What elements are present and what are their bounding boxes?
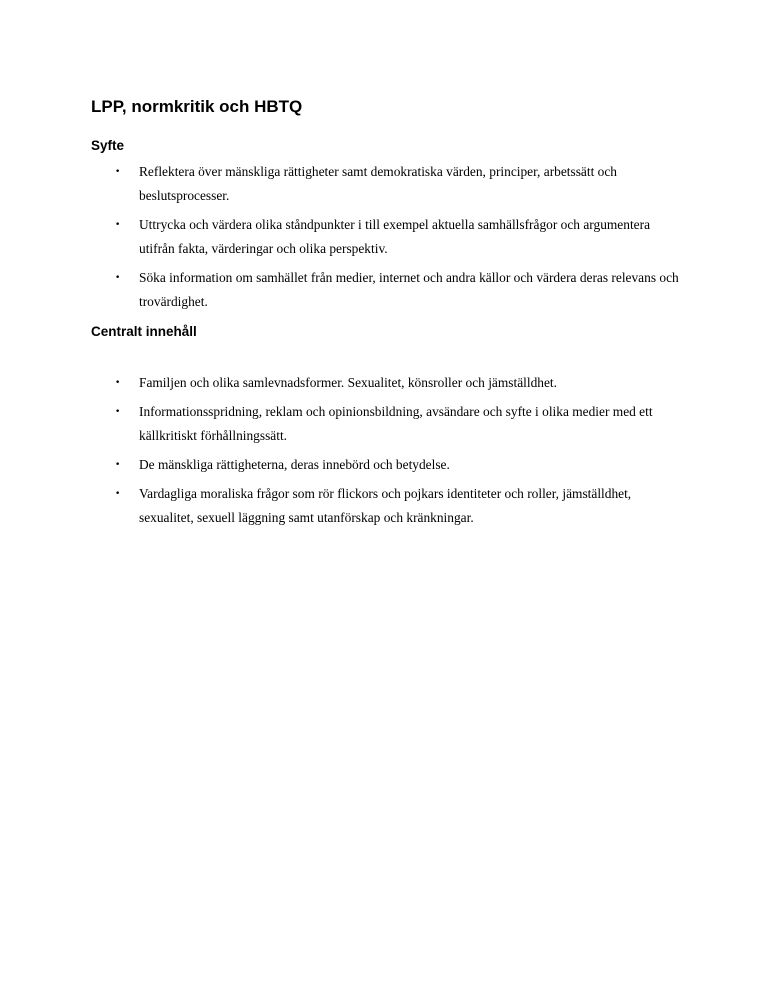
page-title: LPP, normkritik och HBTQ	[91, 97, 303, 116]
bullet-list-centralt-innehall	[0, 371, 768, 535]
list-item	[0, 266, 768, 314]
list-item	[0, 453, 768, 477]
bullet-icon: •	[115, 220, 121, 230]
section-heading-centralt-innehall: Centralt innehåll	[91, 324, 197, 339]
list-item-text: Familjen och olika samlevnadsformer. Sexualitet, könsroller och jämställdhet.	[139, 375, 557, 390]
bullet-icon: •	[115, 407, 121, 417]
list-item-text: De mänskliga rättigheterna, deras innebörd och betydelse.	[139, 457, 450, 472]
bullet-icon: •	[115, 167, 121, 177]
list-item	[0, 482, 768, 530]
list-item-text: Vardagliga moraliska frågor som rör flickors och pojkars identiteter och roller, jämställdhet, sexualitet, sexuell läggning samt utanförskap och kränkningar.	[139, 486, 632, 525]
list-item	[0, 160, 768, 208]
bullet-list-syfte	[0, 160, 768, 319]
list-item-text: Uttrycka och värdera olika ståndpunkter i till exempel aktuella samhällsfrågor och argumentera utifrån fakta, värderingar och olika perspektiv.	[139, 217, 651, 256]
section-heading-syfte: Syfte	[91, 138, 125, 153]
list-item-text: Informationsspridning, reklam och opinionsbildning, avsändare och syfte i olika medier med ett källkritiskt förhållningssätt.	[139, 404, 653, 443]
list-item	[0, 213, 768, 261]
bullet-icon: •	[115, 273, 121, 283]
list-item	[0, 371, 768, 395]
bullet-icon: •	[115, 460, 121, 470]
list-item-text: Söka information om samhället från medier, internet och andra källor och värdera deras relevans och trovärdighet.	[139, 270, 679, 309]
list-item-text: Reflektera över mänskliga rättigheter samt demokratiska värden, principer, arbetssätt och beslutsprocesser.	[139, 164, 617, 203]
bullet-icon: •	[115, 489, 121, 499]
list-item	[0, 400, 768, 448]
bullet-icon: •	[115, 378, 121, 388]
